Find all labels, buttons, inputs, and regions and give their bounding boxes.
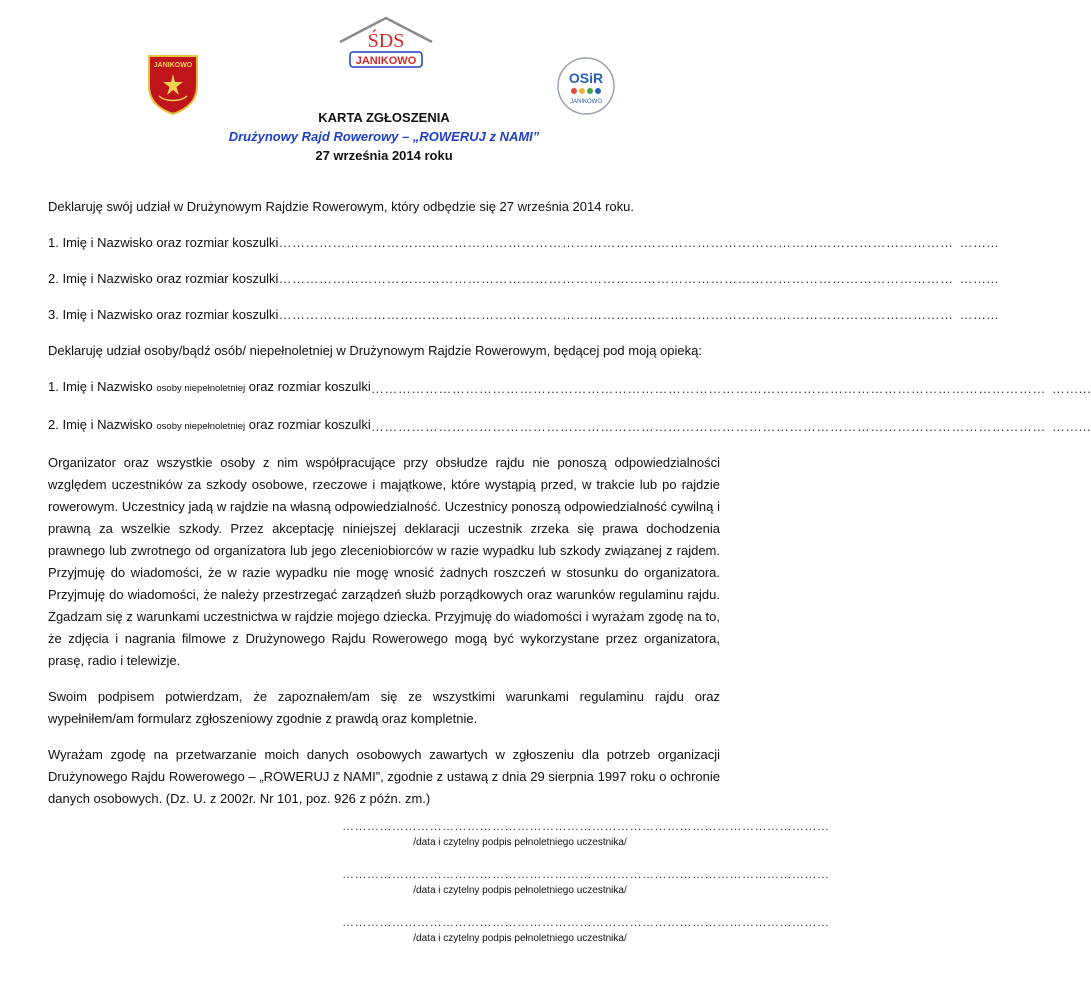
signature-caption: /data i czytelny podpis pełnoletniego uczestnika/ — [413, 885, 627, 896]
field-label-part: oraz rozmiar koszulki — [245, 417, 371, 432]
size-dots: ……... — [1051, 381, 1091, 396]
svg-text:JANIKOWO: JANIKOWO — [355, 55, 417, 67]
size-dots: ……... — [959, 235, 999, 250]
signature-line-1[interactable] — [342, 818, 830, 852]
field-label-part: oraz rozmiar koszulki — [245, 379, 371, 394]
signature-caption: /data i czytelny podpis pełnoletniego uczestnika/ — [413, 933, 627, 944]
fill-dots: …………………………………………………………………………………………………………………………………… — [278, 307, 954, 322]
svg-text:OSiR: OSiR — [568, 70, 604, 86]
fill-dots: …………………………………………………………………………………………………………………………………… — [278, 271, 954, 286]
adult-field-2[interactable] — [48, 268, 999, 290]
fill-dots: …………………………………………………………………………………………………………………………………… — [370, 381, 1046, 396]
field-label-part: 1. Imię i Nazwisko — [48, 379, 157, 394]
minor-field-1[interactable] — [48, 376, 1091, 400]
sds-janikowo-logo — [336, 14, 436, 70]
signature-dots: ……………………………………………………………………………………………………… — [342, 915, 830, 929]
svg-text:JANIKOWO: JANIKOWO — [153, 62, 193, 69]
fill-dots: …………………………………………………………………………………………………………………………………… — [278, 235, 954, 250]
field-label-part: 2. Imię i Nazwisko — [48, 417, 157, 432]
janikowo-crest-logo — [145, 52, 201, 116]
adult-field-3[interactable] — [48, 304, 999, 326]
signature-caption: /data i czytelny podpis pełnoletniego uczestnika/ — [413, 837, 627, 848]
field-label: 2. Imię i Nazwisko oraz rozmiar koszulki — [48, 271, 279, 286]
signature-block — [342, 818, 830, 962]
field-label: 1. Imię i Nazwisko oraz rozmiar koszulki — [48, 235, 279, 250]
svg-text:JANIKOWO: JANIKOWO — [569, 99, 603, 105]
signature-dots: ……………………………………………………………………………………………………… — [342, 867, 830, 881]
data-consent-text: Wyrażam zgodę na przetwarzanie moich danych osobowych zawartych w zgłoszeniu dla potrzeb organizacji Drużynowego Rajdu Rowerowego – „ROWERUJ z NAMI”, zgodnie z ustawą z dnia 29 sierpnia 1997 roku o ochronie danych osobowych. (Dz. U. z 2002r. Nr 101, poz. 926 z późn. zm.) — [48, 747, 720, 806]
field-label — [48, 414, 371, 438]
size-dots: ……... — [1051, 419, 1091, 434]
svg-text:ŚDS: ŚDS — [367, 30, 405, 52]
signature-line-2[interactable] — [342, 866, 830, 900]
size-dots: ……... — [959, 271, 999, 286]
event-name: Drużynowy Rajd Rowerowy – „ROWERUJ z NAMI” — [228, 129, 540, 144]
form-title: KARTA ZGŁOSZENIA — [318, 110, 450, 125]
field-label-small: osoby niepełnoletniej — [156, 421, 246, 432]
signature-dots: ……………………………………………………………………………………………………… — [342, 819, 830, 833]
minor-field-2[interactable] — [48, 414, 1091, 438]
signature-line-3[interactable] — [342, 914, 830, 948]
form-header — [0, 108, 768, 165]
form-content — [48, 196, 1091, 824]
field-label — [48, 376, 371, 400]
size-dots: ……... — [959, 307, 999, 322]
field-label-small: osoby niepełnoletniej — [156, 383, 246, 394]
adult-field-1[interactable] — [48, 232, 999, 254]
declaration-intro: Deklaruję swój udział w Drużynowym Rajdzie Rowerowym, który odbędzie się 27 września 2014 roku. — [48, 199, 634, 214]
field-label: 3. Imię i Nazwisko oraz rozmiar koszulki — [48, 307, 279, 322]
signature-statement: Swoim podpisem potwierdzam, że zapoznałem/am się ze wszystkimi warunkami regulaminu rajdu oraz wypełniłem/am formularz zgłoszeniowy zgodnie z prawdą oraz kompletnie. — [48, 689, 720, 726]
event-date: 27 września 2014 roku — [315, 148, 453, 163]
fill-dots: …………………………………………………………………………………………………………………………………… — [370, 419, 1046, 434]
organizer-liability-text: Organizator oraz wszystkie osoby z nim współpracujące przy obsłudze rajdu nie ponoszą odpowiedzialności względem uczestników za szkody osobowe, rzeczowe i majątkowe, które wystąpią przed, w trakcie lub po rajdzie rowerowym. Uczestnicy jadą w rajdzie na własną odpowiedzialność. Uczestnicy ponoszą odpowiedzialność cywilną i prawną za wszelkie szkody. Przez akceptację niniejszej deklaracji uczestnik zrzeka się prawa dochodzenia prawnego lub zwrotnego od organizatora lub jego zleceniobiorców w razie wypadku lub szkody związanej z rajdem. Przyjmuję do wiadomości, że w razie wypadku nie mogę wnosić żadnych roszczeń w stosunku do organizatora. Przyjmuję do wiadomości, że należy przestrzegać zarządzeń służb porządkowych oraz warunków regulaminu rajdu. Zgadzam się z warunkami uczestnictwa w rajdzie mojego dziecka. Przyjmuję do wiadomości i wyrażam zgodę na to, że zdjęcia i nagrania filmowe z Drużynowego Rajdu Rowerowego mogą być wykorzystane przez organizatora, prasę, radio i telewizje. — [48, 455, 720, 668]
minor-intro: Deklaruję udział osoby/bądź osób/ niepełnoletniej w Drużynowym Rajdzie Rowerowym, będącej pod moją opieką: — [48, 343, 702, 358]
osir-janikowo-logo — [556, 56, 616, 116]
